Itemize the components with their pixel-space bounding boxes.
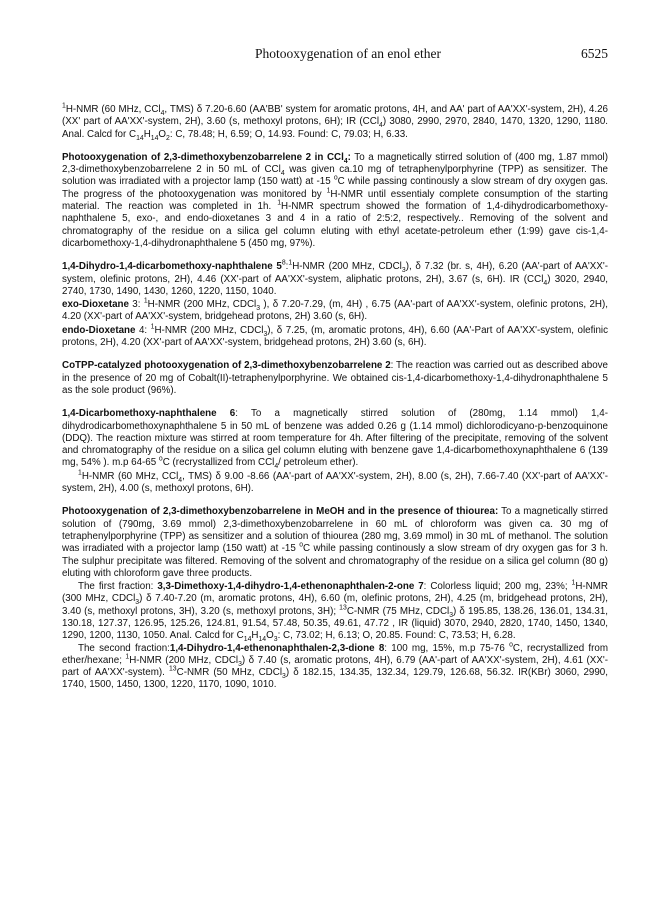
- text: , TMS) δ 7.20-6.60 (AA'BB' system for aromatic protons, 4H, and AA' part of AA'XX'-system, 2H), 4.26 (XX' part of AA'XX'-system, 2H), 3.60 (s, methoxyl protons, 6H); IR (CCl: [62, 104, 608, 128]
- subscript: 4: [178, 476, 183, 484]
- text: H-NMR (60 MHz, CCl: [65, 104, 161, 115]
- superscript: 1: [143, 297, 148, 305]
- subscript: 3: [273, 636, 278, 644]
- superscript: 1: [125, 653, 130, 661]
- text: : To a magnetically stirred solution of (280mg, 1.14 mmol) 1,4-dihydrodicarbomethoxynaphthalene 5 in 50 mL of benzene was added 0.26 g (1.14 mmol) dichlorodicyano-p-benzoquinone (DDQ). The reaction mixture was stirred at room temperature for 4h. After filtering of the precipitate, removing of the solvent and chromatography of the residue on a silica gel column eluting with benzene gave 1,4-dicarbomethoxynaphthalene 6 (139 mg, 54% ). m.p 64-65: [62, 408, 608, 469]
- page-number: 6525: [581, 46, 608, 61]
- subscript: 3: [401, 267, 406, 275]
- subscript: 14: [136, 134, 144, 142]
- subscript: 3: [238, 660, 242, 668]
- text: H-NMR spectrum showed the formation of 1,4-dihydrodicarbomethoxy-naphthalene 5, exo-, and endo-dioxetanes 3 and 4 in a ratio of 2:5:2, respectively.. Removing of the solvent and chromatography of the residue on a silica gel column eluting with ethyl acetate-petroleum ether (1:99) gave cis-1,4-dicarbomethoxy-1,4-dihydronaphthalene 5 (450 mg, 97%).: [62, 201, 608, 249]
- text: 5: [272, 261, 282, 273]
- subscript: 14: [150, 134, 159, 142]
- subscript: 3: [282, 673, 286, 681]
- paragraph-heading: exo-Dioxetane: [62, 299, 129, 311]
- superscript: o: [299, 541, 304, 549]
- text: 3:: [128, 299, 144, 311]
- text: ) 3080, 2990, 2970, 2840, 1470, 1320, 1290, 1180. Anal. Calcd for C: [62, 116, 608, 140]
- paragraph-heading: Photooxygenation of 2,3-dimethoxybenzobarrelene 2 in CCl: [62, 151, 344, 163]
- text: ), δ 7.20-7.29, (m, 4H) , 6.75 (AA'-part of AA'XX'-system, olefinic protons, 2H), 4.20 (XX'-part of AA'XX'-system, bridgehead protons, 2H) 3.60 (s, 6H).: [62, 299, 608, 323]
- text: ) δ 182.15, 134.35, 132.34, 129.79, 126.68, 56.32. IR(KBr) 3060, 2990, 1740, 1500, 1450, 1300, 1220, 1170, 1090, 1010.: [62, 667, 608, 691]
- text: ), δ 7.32 (br. s, 4H), 6.20 (AA'-part of AA'XX'-system, olefinic protons, 2H), 4.46 (XX'-part of AA'XX'-system, aliphatic protons, 2H), 3.67 (s, 6H). IR (CCl: [62, 261, 608, 285]
- subscript: 2: [166, 134, 170, 142]
- text: C, recrystallized from ether/hexane;: [62, 642, 609, 666]
- article-body: [62, 104, 608, 692]
- text: H-NMR (60 MHz, CCl: [81, 470, 179, 482]
- text: : C, 78.48; H, 6.59; O, 14.93. Found: C, 79.03; H, 6.33.: [169, 128, 408, 140]
- paragraph-compound-5: [62, 261, 608, 298]
- text: : C, 73.02; H, 6.13; O, 20.85. Found: C, 73.53; H, 6.28.: [277, 630, 516, 642]
- subscript: 4: [379, 122, 383, 130]
- subscript: 4: [274, 463, 279, 471]
- subscript: 14: [243, 636, 252, 644]
- paragraph-heading: 1,4-Dicarbomethoxy-naphthalene 6: [62, 408, 236, 420]
- superscript: 1: [150, 323, 155, 331]
- subscript: 4: [160, 109, 165, 117]
- text: C while passing continously a slow stream of dry oxygen gas for 3 h. The sulphur precipitate was filtered. Removing of the solvent and chromatography of the residue on a silica gel column (80 g) eluting with chloroform gave three products.: [62, 543, 608, 579]
- text: The first fraction:: [78, 581, 158, 593]
- text: 4:: [135, 324, 151, 336]
- text: ) δ 7.40 (s, aromatic protons, 4H), 6.79 (AA'-part of AA'XX'-system, 2H), 4.61 (XX'-part of AA'XX'-system).: [62, 654, 608, 679]
- paragraph-photooxygenation-ccl4: [62, 152, 608, 250]
- paragraph-compound-6-nmr: [62, 471, 608, 496]
- text: H-NMR (200 MHz, CDCl: [147, 299, 257, 311]
- superscript: 8: [281, 260, 286, 267]
- text: O: [158, 128, 167, 140]
- text: O: [266, 630, 274, 642]
- subscript: 4: [543, 279, 548, 287]
- superscript: o: [333, 175, 338, 183]
- subscript: 4: [343, 157, 348, 165]
- subscript: 14: [258, 636, 267, 644]
- paragraph-heading: endo-Dioxetane: [62, 324, 136, 336]
- subscript: 3: [135, 599, 140, 607]
- text: To a magnetically stirred solution of (400 mg, 1.87 mmol) 2,3-dimethoxybenzobarrelene 2 in 50 mL of CCl: [62, 151, 608, 176]
- text: :: [285, 261, 289, 273]
- text: C (recrystallized from CCl: [162, 457, 275, 469]
- paragraph-nmr-data-2: $^1$H-NMR (60 MHz, CCl$_4$, TMS) δ 7.20-6.60 (AA'BB' system for aromatic protons, 4H, and AA' part of AA'XX'-system, 2H), 4.26 (XX' part of AA'XX'-system, 2H), 3.60 (s, methoxyl protons, 6H); IR (CCl$_4$) 3080, 2990, 2970, 2840, 1470, 1320, 1290, 1180. Anal. Calcd for $C_{14}H_{14}O_2$: C, 78.48; H, 6.59; O, 14.93. Found: C, 79.03; H, 6.33.: [62, 102, 608, 142]
- paragraph-meoh-thiourea: [62, 506, 608, 580]
- text: ) δ 7.40-7.20 (m, aromatic protons, 4H), 6.60 (m, olefinic protons, 2H), 4.25 (m, bridgehead protons, 2H), 3.40 (s, methoxyl protons, 3H), 3.20 (s, methoxyl protons, 3H);: [62, 593, 609, 617]
- text: C-NMR (75 MHz, CDCl: [346, 605, 450, 617]
- superscript: 1: [326, 187, 331, 195]
- text: : Colorless liquid; 200 mg, 23%;: [423, 581, 572, 593]
- text: , TMS) δ 9.00 -8.66 (AA'-part of AA'XX'-system, 2H), 8.00 (s, 2H), 7.66-7.40 (XX'-part of AA'XX'-system, 2H), 4.00 (s, methoxyl protons, 6H).: [62, 470, 608, 495]
- subscript: 3: [263, 330, 268, 338]
- superscript: o: [158, 456, 163, 464]
- text: C while passing continously a slow stream of dry oxygen gas. The progress of the photooxygenation was monitored by: [62, 176, 608, 200]
- text: : The reaction was carried out as described above in the presence of 20 mg of Cobalt(II)-tetraphenylporphyrine. We obtained cis-1,4-dicarbomethoxy-1,4-dihydronaphthalene 5 as the sole product (96%).: [62, 360, 608, 396]
- paragraph-heading: CoTPP-catalyzed photooxygenation of 2,3-dimethoxybenzobarrelene 2: [62, 360, 391, 372]
- text: / petroleum ether).: [278, 457, 359, 469]
- superscript: 13: [168, 665, 177, 673]
- paragraph-heading: Photooxygenation of 2,3-dimethoxybenzobarrelene in MeOH and in the presence of thiourea:: [62, 506, 499, 518]
- superscript: 13: [339, 604, 347, 612]
- text: The second fraction:: [78, 642, 170, 654]
- text: C-NMR (50 MHz, CDCl: [176, 667, 283, 679]
- superscript: 1: [288, 260, 293, 267]
- paragraph-heading: 3,3-Dimethoxy-1,4-dihydro-1,4-ethenonaphthalen-2-one 7: [157, 581, 424, 593]
- text: H-NMR (200 MHz, CDCl: [154, 324, 264, 336]
- superscript: 1: [62, 102, 66, 110]
- superscript: 1: [571, 579, 576, 587]
- text: ) 3020, 2940, 2740, 1730, 1490, 1430, 1260, 1220, 1150, 1040.: [62, 273, 608, 297]
- text: H-NMR (200 MHz, CDCl: [292, 261, 402, 273]
- text: H-NMR until essentialy complete consumption of the starting material. The reaction was completed in 1h.: [62, 188, 608, 213]
- subscript: 4: [280, 170, 285, 178]
- text: H-NMR (300 MHz, CDCl: [62, 581, 608, 605]
- paragraph-exo-dioxetane: [62, 299, 608, 324]
- paragraph-compound-6: [62, 408, 608, 469]
- paragraph-heading: 1,4-Dihydro-1,4-ethenonaphthalen-2,3-dione 8: [169, 642, 385, 654]
- paragraph-endo-dioxetane: [62, 325, 608, 350]
- subscript: 3: [256, 305, 261, 313]
- paragraph-heading: 1,4-Dihydro-1,4-dicarbomethoxy-naphthalene: [62, 261, 273, 273]
- subscript: 3: [449, 611, 454, 619]
- running-title: Photooxygenation of an enol ether: [255, 46, 441, 61]
- running-head: [88, 46, 608, 66]
- superscript: 1: [277, 199, 282, 207]
- superscript: o: [509, 641, 513, 649]
- text: ), δ 7.25, (m, aromatic protons, 4H), 6.60 (AA'-Part of AA'XX'-system, olefinic protons, 2H), 4.20 (XX'-part of AA'XX'-system, bridgehead protons, 2H) 3.60 (s, 6H).: [62, 324, 608, 349]
- superscript: 1: [78, 469, 82, 477]
- text: was given ca.10 mg of tetraphenylporphyrine (TPP) as sensitizer. The solution was irradiated with a projector lamp (150 watt) at -15: [62, 164, 609, 188]
- text: ) δ 195.85, 138.26, 136.01, 134.31, 130.18, 127.37, 126.95, 125.26, 124.81, 91.54, 57.48, 50.35, 49.61, 47.72 , IR (liquid) 3070, 2940, 2820, 1740, 1450, 1340, 1290, 1200, 1130, 1050. Anal. Calcd for C: [62, 605, 609, 642]
- text: H-NMR (200 MHz, CDCl: [129, 654, 239, 666]
- paragraph-first-fraction: The first fraction: 3,3-Dimethoxy-1,4-dihydro-1,4-ethenonaphthalen-2-one 7: Colorless liquid; 200 mg, 23%; $^1$H-NMR (300 MHz, CDCl$_3$) δ 7.40-7.20 (m, aromatic protons, 4H), 6.60 (m, olefinic protons, 2H), 4.25 (m, bridgehead protons, 2H), 3.40 (s, methoxyl protons, 3H), 3.20 (s, methoxyl protons, 3H); $^{13}$C-NMR (75 MHz, CDCl$_3$) δ 195.85, 138.26, 136.01, 134.31, 130.18, 127.37, 126.95, 125.26, 124.81, 91.54, 57.48, 50.35, 49.61, 47.72 , IR (liquid) 3070, 2940, 2820, 1740, 1450, 1340, 1290, 1200, 1130, 1050. Anal. Calcd for $C_{14}H_{14}O_3$: C, 73.02; H, 6.13; O, 20.85. Found: C, 73.53; H, 6.28.: [62, 579, 609, 644]
- paragraph-second-fraction: [62, 643, 608, 692]
- paragraph-cotpp-catalyzed: [62, 360, 608, 397]
- text: To a magnetically stirred solution of (790mg, 3.69 mmol) 2,3-dimethoxybenzobarrelene in 60 mL of chloroform was given ca. 30 mg of tetraphenylporphyrine (TPP) as sensitizer and a solution of thiourea (280 mg, 3.69 mmol) in 30 mL of methanol. The solution was irradiated with a projector lamp (150 watt) at -15: [62, 506, 608, 555]
- heading-tail: :: [347, 151, 351, 163]
- text: : 100 mg, 15%, m.p 75-76: [384, 642, 510, 654]
